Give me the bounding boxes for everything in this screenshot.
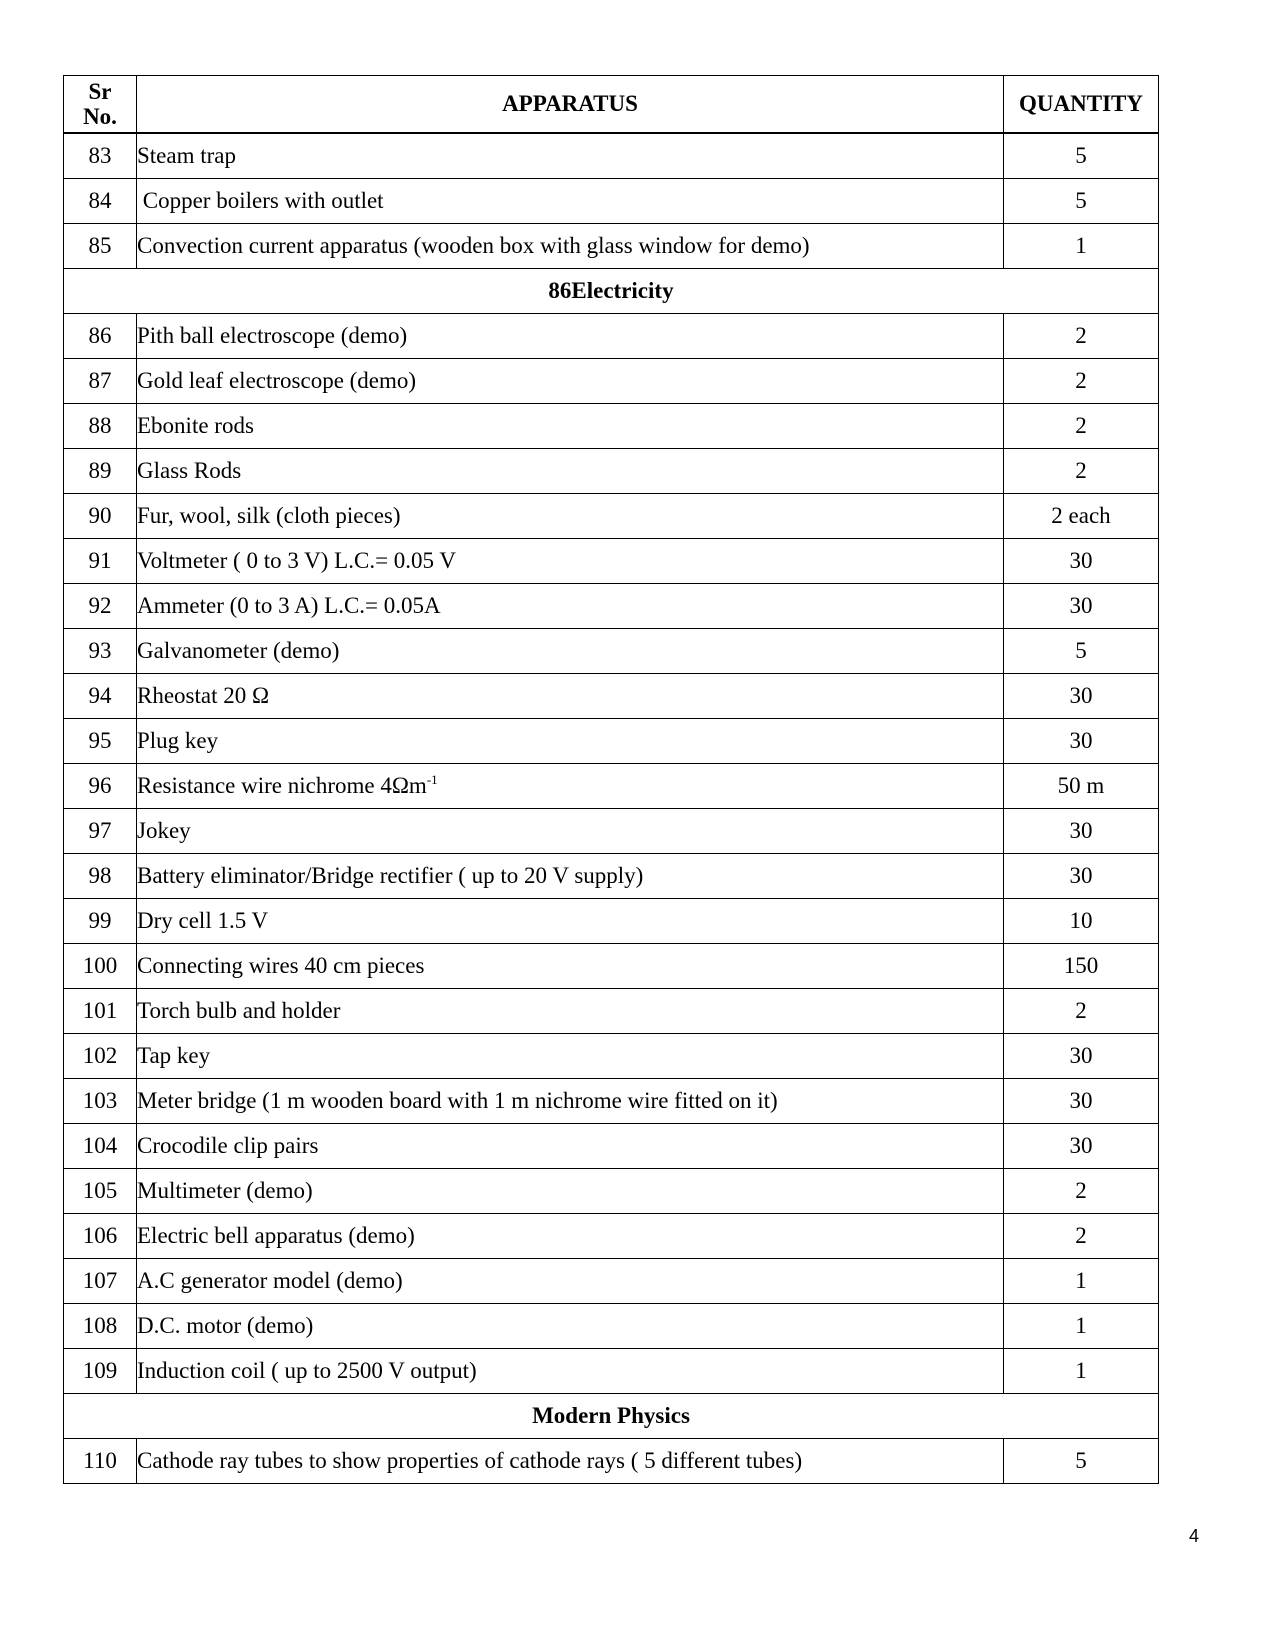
sr-no-cell: 93 — [64, 629, 137, 674]
quantity-cell: 1 — [1004, 1349, 1159, 1394]
table-row — [64, 1034, 1159, 1079]
table-row — [64, 989, 1159, 1034]
table-row — [64, 944, 1159, 989]
table-row — [64, 854, 1159, 899]
quantity-cell: 1 — [1004, 224, 1159, 269]
quantity-cell: 5 — [1004, 629, 1159, 674]
apparatus-name: Cathode ray tubes to show properties of cathode rays ( 5 different tubes) — [137, 1448, 803, 1474]
quantity-cell: 30 — [1004, 809, 1159, 854]
apparatus-name: Induction coil ( up to 2500 V output) — [137, 1358, 477, 1384]
apparatus-cell — [137, 1214, 1004, 1259]
apparatus-name: Copper boilers with outlet — [137, 188, 384, 214]
apparatus-cell — [137, 404, 1004, 449]
sr-no-cell: 94 — [64, 674, 137, 719]
apparatus-name: Ammeter (0 to 3 A) L.C.= 0.05A — [137, 593, 441, 619]
apparatus-name: Steam trap — [137, 143, 236, 169]
sr-no-cell: 91 — [64, 539, 137, 584]
page-number: 4 — [1189, 1526, 1200, 1546]
sr-no-cell: 85 — [64, 224, 137, 269]
quantity-cell: 30 — [1004, 1079, 1159, 1124]
apparatus-name: Tap key — [137, 1043, 211, 1069]
table-row — [64, 449, 1159, 494]
table-row — [64, 314, 1159, 359]
apparatus-cell — [137, 359, 1004, 404]
table-row — [64, 764, 1159, 809]
sr-no-cell: 101 — [64, 989, 137, 1034]
apparatus-cell — [137, 449, 1004, 494]
table-row — [64, 1214, 1159, 1259]
quantity-cell: 30 — [1004, 719, 1159, 764]
header-sr-no-line2: No. — [83, 104, 117, 129]
apparatus-name: Battery eliminator/Bridge rectifier ( up to 20 V supply) — [137, 863, 644, 889]
apparatus-name: Voltmeter ( 0 to 3 V) L.C.= 0.05 V — [137, 548, 456, 574]
section-title: 86Electricity — [64, 269, 1159, 314]
table-row — [64, 629, 1159, 674]
apparatus-cell — [137, 584, 1004, 629]
sr-no-cell: 92 — [64, 584, 137, 629]
sr-no-cell: 102 — [64, 1034, 137, 1079]
quantity-cell: 5 — [1004, 179, 1159, 224]
apparatus-name: Glass Rods — [137, 458, 242, 484]
apparatus-cell — [137, 1439, 1004, 1484]
apparatus-cell — [137, 854, 1004, 899]
apparatus-name: Rheostat 20 Ω — [137, 683, 270, 709]
apparatus-name: Jokey — [137, 818, 191, 844]
apparatus-cell — [137, 989, 1004, 1034]
apparatus-cell — [137, 1169, 1004, 1214]
apparatus-cell — [137, 809, 1004, 854]
sr-no-cell: 107 — [64, 1259, 137, 1304]
table-row — [64, 809, 1159, 854]
apparatus-name: Gold leaf electroscope (demo) — [137, 368, 417, 394]
table-row — [64, 179, 1159, 224]
apparatus-table — [63, 75, 1159, 1484]
quantity-cell: 5 — [1004, 1439, 1159, 1484]
apparatus-cell — [137, 1304, 1004, 1349]
sr-no-cell: 110 — [64, 1439, 137, 1484]
quantity-cell: 150 — [1004, 944, 1159, 989]
quantity-cell: 2 — [1004, 314, 1159, 359]
header-sr-no-line1: Sr — [88, 78, 112, 104]
apparatus-name: Connecting wires 40 cm pieces — [137, 953, 425, 979]
apparatus-cell — [137, 179, 1004, 224]
quantity-cell: 30 — [1004, 539, 1159, 584]
table-row — [64, 1259, 1159, 1304]
table-row — [64, 899, 1159, 944]
apparatus-cell — [137, 539, 1004, 584]
section-heading-row — [64, 1394, 1159, 1439]
quantity-cell: 30 — [1004, 674, 1159, 719]
quantity-cell: 30 — [1004, 584, 1159, 629]
apparatus-name: Convection current apparatus (wooden box with glass window for demo) — [137, 233, 810, 259]
header-apparatus: APPARATUS — [137, 76, 1004, 134]
sr-no-cell: 83 — [64, 133, 137, 179]
quantity-cell: 1 — [1004, 1259, 1159, 1304]
sr-no-cell: 109 — [64, 1349, 137, 1394]
table-row — [64, 133, 1159, 179]
quantity-cell: 2 — [1004, 359, 1159, 404]
table-row — [64, 1349, 1159, 1394]
sr-no-cell: 100 — [64, 944, 137, 989]
apparatus-name: Resistance wire nichrome 4Ωm — [137, 773, 427, 799]
quantity-cell: 2 — [1004, 404, 1159, 449]
sr-no-cell: 84 — [64, 179, 137, 224]
apparatus-unit-exponent: -1 — [426, 772, 438, 788]
table-row — [64, 224, 1159, 269]
quantity-cell: 30 — [1004, 854, 1159, 899]
apparatus-name: Fur, wool, silk (cloth pieces) — [137, 503, 401, 529]
quantity-cell: 50 m — [1004, 764, 1159, 809]
quantity-cell: 2 — [1004, 1169, 1159, 1214]
sr-no-cell: 105 — [64, 1169, 137, 1214]
table-body — [64, 133, 1159, 1484]
table-row — [64, 1304, 1159, 1349]
apparatus-name: Multimeter (demo) — [137, 1178, 313, 1204]
table-row — [64, 1169, 1159, 1214]
sr-no-cell: 88 — [64, 404, 137, 449]
quantity-cell: 2 — [1004, 449, 1159, 494]
table-header-row — [64, 76, 1159, 134]
sr-no-cell: 86 — [64, 314, 137, 359]
quantity-cell: 1 — [1004, 1304, 1159, 1349]
section-title: Modern Physics — [64, 1394, 1159, 1439]
sr-no-cell: 108 — [64, 1304, 137, 1349]
sr-no-cell: 104 — [64, 1124, 137, 1169]
sr-no-cell: 90 — [64, 494, 137, 539]
quantity-cell: 10 — [1004, 899, 1159, 944]
sr-no-cell: 98 — [64, 854, 137, 899]
apparatus-cell — [137, 764, 1004, 809]
sr-no-cell: 89 — [64, 449, 137, 494]
apparatus-name: Pith ball electroscope (demo) — [137, 323, 408, 349]
table-row — [64, 584, 1159, 629]
apparatus-name: Torch bulb and holder — [137, 998, 341, 1024]
table-row — [64, 404, 1159, 449]
apparatus-name: Plug key — [137, 728, 219, 754]
sr-no-cell: 95 — [64, 719, 137, 764]
table-row — [64, 719, 1159, 764]
quantity-cell: 5 — [1004, 133, 1159, 179]
apparatus-cell — [137, 1124, 1004, 1169]
table-row — [64, 359, 1159, 404]
apparatus-cell — [137, 629, 1004, 674]
table-row — [64, 1439, 1159, 1484]
section-heading-row — [64, 269, 1159, 314]
quantity-cell: 30 — [1004, 1034, 1159, 1079]
sr-no-cell: 97 — [64, 809, 137, 854]
apparatus-cell — [137, 1259, 1004, 1304]
apparatus-cell — [137, 314, 1004, 359]
table-row — [64, 539, 1159, 584]
sr-no-cell: 87 — [64, 359, 137, 404]
apparatus-cell — [137, 1349, 1004, 1394]
header-sr-no — [64, 76, 137, 134]
sr-no-cell: 103 — [64, 1079, 137, 1124]
apparatus-name: Electric bell apparatus (demo) — [137, 1223, 415, 1249]
apparatus-name: D.C. motor (demo) — [137, 1313, 314, 1339]
apparatus-name: Galvanometer (demo) — [137, 638, 340, 664]
header-quantity: QUANTITY — [1004, 76, 1159, 134]
quantity-cell: 2 — [1004, 1214, 1159, 1259]
apparatus-cell — [137, 944, 1004, 989]
sr-no-cell: 96 — [64, 764, 137, 809]
table-row — [64, 1079, 1159, 1124]
apparatus-name: Meter bridge (1 m wooden board with 1 m nichrome wire fitted on it) — [137, 1088, 778, 1114]
apparatus-name: Dry cell 1.5 V — [137, 908, 269, 934]
apparatus-cell — [137, 719, 1004, 764]
apparatus-cell — [137, 899, 1004, 944]
quantity-cell: 30 — [1004, 1124, 1159, 1169]
quantity-cell: 2 — [1004, 989, 1159, 1034]
sr-no-cell: 99 — [64, 899, 137, 944]
apparatus-name: Ebonite rods — [137, 413, 254, 439]
apparatus-cell — [137, 224, 1004, 269]
apparatus-cell — [137, 133, 1004, 179]
table-row — [64, 674, 1159, 719]
apparatus-name: Crocodile clip pairs — [137, 1133, 319, 1159]
apparatus-cell — [137, 674, 1004, 719]
apparatus-cell — [137, 1079, 1004, 1124]
table-row — [64, 494, 1159, 539]
quantity-cell: 2 each — [1004, 494, 1159, 539]
apparatus-cell — [137, 494, 1004, 539]
table-row — [64, 1124, 1159, 1169]
sr-no-cell: 106 — [64, 1214, 137, 1259]
apparatus-name: A.C generator model (demo) — [137, 1268, 403, 1294]
apparatus-cell — [137, 1034, 1004, 1079]
